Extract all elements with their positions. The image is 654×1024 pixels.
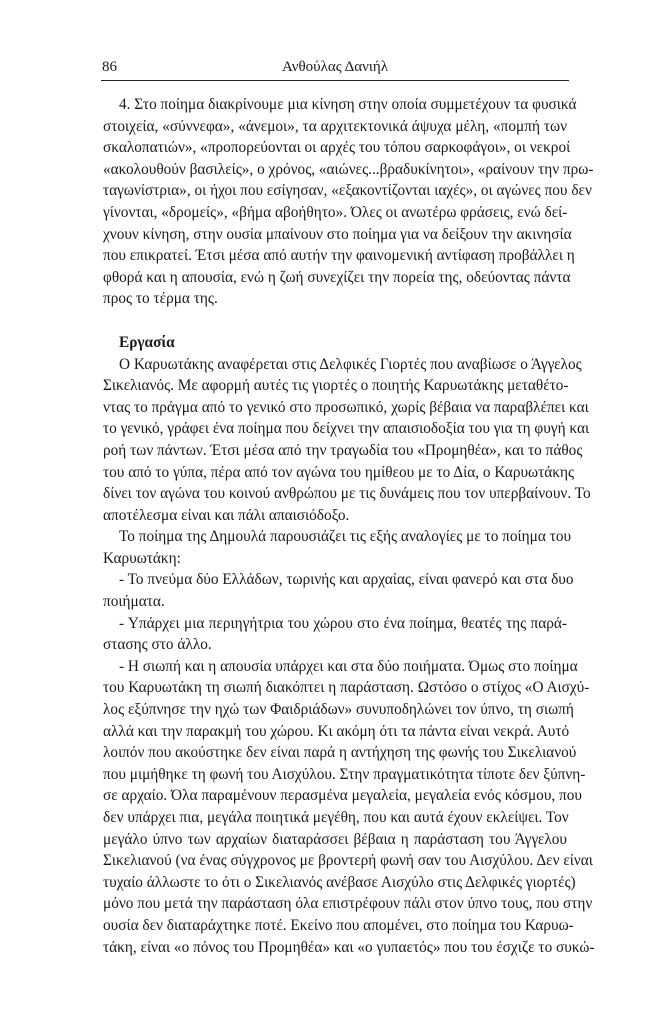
section-body	[103, 354, 595, 959]
section-heading: Εργασία	[119, 333, 175, 351]
text-line: σε αρχαίο. Όλα παραμένουν περασμένα μεγαλεία, μεγαλεία ενός κόσμου, που	[103, 787, 582, 805]
text-line: μόνο που μετά την παράσταση όλα επιστρέφουν πάλι στον ύπνο τους, που στην	[103, 895, 593, 913]
text-line: λος εξύπνησε την ηχώ των Φαιδριάδων» συνυποδηλώνει τον ύπνο, τη σιωπή	[103, 701, 574, 719]
text-line: προς το τέρμα της.	[103, 290, 218, 308]
text-line: λοιπόν που ακούστηκε δεν είναι παρά η αντήχηση της φωνής του Σικελιανού	[103, 744, 577, 762]
text-line: χνουν κίνηση, στην ουσία μπαίνουν στο ποίημα για να δείξουν την ακινησία	[103, 225, 572, 243]
paragraph	[103, 94, 594, 310]
text-line: γίνονται, «δρομείς», «βήμα αβοήθητο». Όλες οι ανωτέρω φράσεις, ενώ δεί-	[103, 203, 568, 221]
text-line: ροή των πάντων. Έτσι μέσα από την τραγωδία του «Προμηθέα», και το πάθος	[103, 441, 583, 459]
text-line: Σικελιανός. Με αφορμή αυτές τις γιορτές ο ποιητής Καρυωτάκης μεταθέτο-	[103, 377, 569, 395]
text-line: - Η σιωπή και η απουσία υπάρχει και στα δύο ποιήματα. Όμως στο ποίημα	[119, 657, 578, 675]
text-line: ουσία δεν διαταράχτηκε ποτέ. Εκείνο που απομένει, στο ποίημα του Καρυω-	[103, 916, 574, 934]
running-header	[101, 58, 569, 81]
text-line: σκαλοπατιών», «προπορεύονται οι αρχές του τόπου σαρκοφάγοι», οι νεκροί	[103, 139, 571, 157]
text-line: του Καρυωτάκη τη σιωπή διακόπτει η παράσταση. Ωστόσο ο στίχος «Ο Αισχύ-	[103, 679, 590, 697]
text-line: του από το γύπα, πέρα από τον αγώνα του ημίθεου με το Δία, ο Καρυωτάκης	[103, 463, 575, 481]
text-line: στασης στο άλλο.	[103, 636, 212, 654]
running-title: Ανθούλας Δανιήλ	[281, 59, 389, 75]
paragraph-note-4	[103, 94, 594, 310]
text-line: ποιήματα.	[103, 593, 165, 611]
page-number: 86	[102, 59, 117, 75]
paragraph	[103, 656, 595, 958]
text-line: που μιμήθηκε τη φωνή του Αισχύλου. Στην πραγματικότητα τίποτε δεν ξύπνη-	[103, 765, 586, 783]
text-line: Το ποίημα της Δημουλά παρουσιάζει τις εξής αναλογίες με το ποίημα του	[119, 528, 572, 546]
text-line: φθορά και η απουσία, ενώ η ζωή συνεχίζει την πορεία της, οδεύοντας πάντα	[103, 268, 571, 286]
text-line: τάκη, είναι «ο πόνος του Προμηθέα» και «ο γυπαετός» που του έσχιζε το συκώ-	[103, 938, 595, 956]
text-line: αλλά και την παρακμή του χώρου. Κι ακόμη ότι τα πάντα είναι νεκρά. Αυτό	[103, 722, 570, 740]
paragraph	[103, 613, 567, 656]
paragraph	[103, 569, 574, 612]
text-line: Καρυωτάκη:	[103, 549, 181, 567]
text-line: που επικρατεί. Έτσι μέσα από αυτήν την φαινομενική αντίφαση προβάλλει η	[103, 247, 575, 265]
paragraph	[103, 526, 572, 569]
text-line: «ακολουθούν βασιλείς», ο χρόνος, «αιώνες...βραδυκίνητοι», «ραίνουν την πρω-	[103, 160, 594, 178]
text-line: δεν υπάρχει πια, μεγάλα ποιητικά μεγέθη, που και αυτά έχουν εκλείψει. Τον	[103, 809, 569, 826]
text-line: Σικελιανού (να ένας σύγχρονος με βροντερή φωνή σαν του Αισχύλου. Δεν είναι	[103, 852, 593, 870]
text-line: τυχαίο άλλωστε το ότι ο Σικελιανός ανέβασε Αισχύλο στις Δελφικές γιορτές)	[103, 873, 576, 891]
text-line: το γενικό, γράφει ένα ποίημα που δείχνει την απαισιοδοξία του για τη φυγή και	[103, 420, 590, 438]
text-line: - Το πνεύμα δύο Ελλάδων, τωρινής και αρχαίας, είναι φανερό και στα δυο	[119, 571, 574, 589]
text-line: 4. Στο ποίημα διακρίνουμε μια κίνηση στην οποία συμμετέχουν τα φυσικά	[119, 96, 577, 113]
text-line: Ο Καρυωτάκης αναφέρεται στις Δελφικές Γιορτές που αναβίωσε ο Άγγελος	[119, 355, 582, 373]
text-line: αποτέλεσμα είναι και πάλι απαισιόδοξο.	[103, 506, 350, 524]
page-body	[103, 94, 595, 958]
text-line: - Υπάρχει μια περιηγήτρια του χώρου στο ένα ποίημα, θεατές της παρά-	[119, 614, 567, 632]
text-line: ταγωνίστρια», οι ήχοι που εσίγησαν, «εξακοντίζονται ιαχές», οι αγώνες που δεν	[103, 182, 592, 200]
text-line: μεγάλο ύπνο των αρχαίων διαταράσσει βέβαια η παράσταση του Άγγελου	[103, 830, 567, 848]
text-line: δίνει τον αγώνα του κοινού ανθρώπου με τις δυνάμεις που τον υπερβαίνουν. Το	[103, 485, 591, 503]
text-line: στοιχεία, «σύννεφα», «άνεμοι», τα αρχιτεκτονικά άψυχα μέλη, «πομπή των	[103, 117, 567, 135]
text-line: ντας το πράγμα από το γενικό στο προσωπικό, χωρίς βέβαια να παραβλέπει και	[103, 398, 589, 416]
paragraph	[103, 354, 591, 527]
